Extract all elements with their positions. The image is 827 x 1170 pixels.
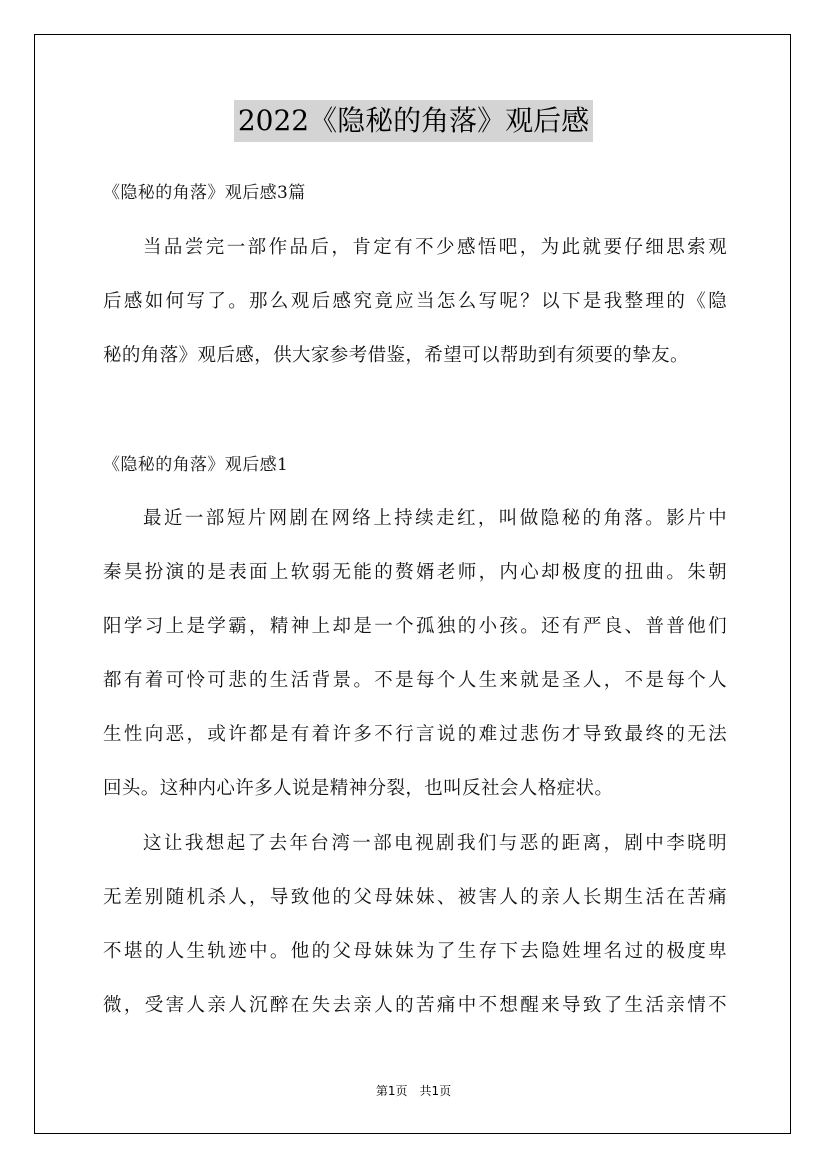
- paragraph-line: 不堪的人生轨迹中。他的父母妹妹为了生存下去隐姓埋名过的极度卑: [103, 941, 727, 962]
- paragraph-line: 无差别随机杀人，导致他的父母妹妹、被害人的亲人长期生活在苦痛: [103, 887, 727, 908]
- document-title: 2022《隐秘的角落》观后感: [234, 100, 593, 142]
- paragraph-line: 最近一部短片网剧在网络上持续走红，叫做隐秘的角落。影片中: [143, 508, 727, 529]
- main-heading: 《隐秘的角落》观后感3篇: [103, 183, 306, 203]
- section-heading: 《隐秘的角落》观后感1: [103, 455, 289, 475]
- paragraph-line: 阳学习上是学霸，精神上却是一个孤独的小孩。还有严良、普普他们: [103, 616, 727, 637]
- paragraph-line: 微，受害人亲人沉醉在失去亲人的苦痛中不想醒来导致了生活亲情不: [103, 995, 727, 1016]
- paragraph-line: 生性向恶，或许都是有着许多不行言说的难过悲伤才导致最终的无法: [103, 724, 727, 745]
- intro-line: 后感如何写了。那么观后感究竟应当怎么写呢？以下是我整理的《隐: [103, 291, 727, 312]
- paragraph-line: 这让我想起了去年台湾一部电视剧我们与恶的距离，剧中李晓明: [143, 833, 727, 854]
- intro-line: 当品尝完一部作品后，肯定有不少感悟吧，为此就要仔细思索观: [143, 237, 727, 258]
- page-number: 第1页 共1页: [375, 1084, 452, 1098]
- paragraph-line: 回头。这种内心许多人说是精神分裂，也叫反社会人格症状。: [103, 778, 614, 799]
- paragraph-line: 秦昊扮演的是表面上软弱无能的赘婿老师，内心却极度的扭曲。朱朝: [103, 562, 727, 583]
- title-container: [0, 100, 827, 142]
- intro-line: 秘的角落》观后感，供大家参考借鉴，希望可以帮助到有须要的挚友。: [103, 345, 689, 366]
- page-footer: [0, 1083, 827, 1099]
- paragraph-line: 都有着可怜可悲的生活背景。不是每个人生来就是圣人，不是每个人: [103, 670, 727, 691]
